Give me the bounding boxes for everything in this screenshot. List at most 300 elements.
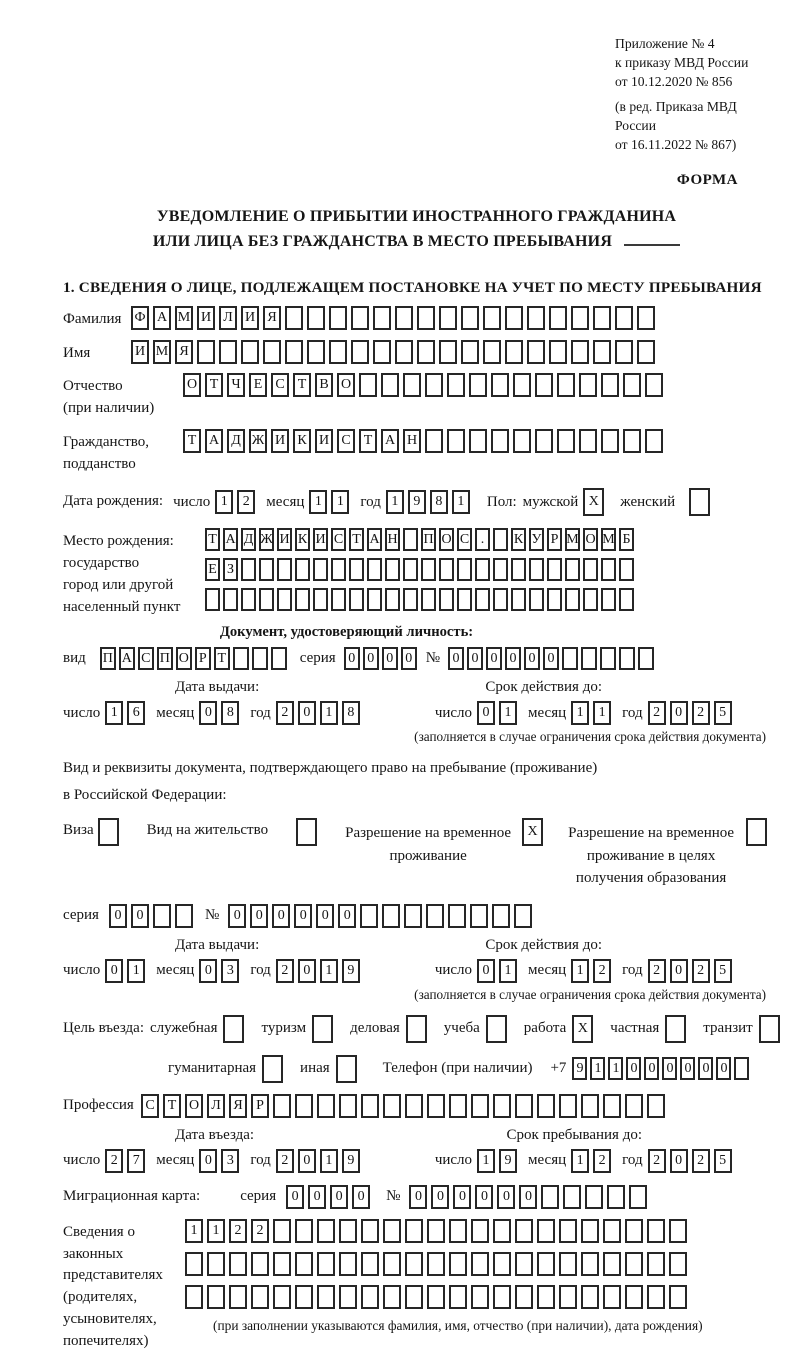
char-box[interactable] <box>529 588 544 611</box>
char-box[interactable] <box>273 1252 291 1276</box>
char-box[interactable] <box>403 373 421 397</box>
char-box[interactable] <box>207 1285 225 1309</box>
char-box[interactable] <box>449 1252 467 1276</box>
char-box[interactable]: И <box>315 429 333 453</box>
char-box[interactable] <box>295 1252 313 1276</box>
char-box[interactable] <box>483 306 501 330</box>
char-box[interactable] <box>746 818 767 846</box>
char-box[interactable] <box>483 340 501 364</box>
char-box[interactable] <box>493 1285 511 1309</box>
char-box[interactable]: З <box>223 558 238 581</box>
char-box[interactable]: 0 <box>680 1057 695 1080</box>
char-box[interactable]: Т <box>214 647 230 670</box>
char-box[interactable]: О <box>583 528 598 551</box>
char-box[interactable]: 2 <box>692 701 710 725</box>
char-box[interactable]: 1 <box>386 490 404 514</box>
char-box[interactable]: X <box>572 1015 593 1043</box>
char-box[interactable]: Р <box>195 647 211 670</box>
char-box[interactable] <box>185 1252 203 1276</box>
char-box[interactable] <box>513 429 531 453</box>
char-box[interactable] <box>471 1094 489 1118</box>
char-box[interactable] <box>403 558 418 581</box>
char-box[interactable] <box>645 429 663 453</box>
char-box[interactable] <box>447 429 465 453</box>
char-box[interactable]: 0 <box>298 701 316 725</box>
char-box[interactable] <box>336 1055 357 1083</box>
char-box[interactable] <box>262 1055 283 1083</box>
char-box[interactable] <box>312 1015 333 1043</box>
char-box[interactable]: П <box>157 647 173 670</box>
char-box[interactable] <box>615 306 633 330</box>
char-box[interactable] <box>273 1285 291 1309</box>
char-box[interactable] <box>233 647 249 670</box>
char-box[interactable] <box>527 306 545 330</box>
char-box[interactable] <box>223 588 238 611</box>
char-box[interactable] <box>581 647 597 670</box>
char-box[interactable] <box>470 904 488 928</box>
char-box[interactable]: 0 <box>448 647 464 670</box>
char-box[interactable] <box>513 373 531 397</box>
char-box[interactable] <box>367 558 382 581</box>
char-box[interactable]: Ф <box>131 306 149 330</box>
char-box[interactable] <box>425 373 443 397</box>
char-box[interactable] <box>505 340 523 364</box>
char-box[interactable]: 1 <box>185 1219 203 1243</box>
char-box[interactable] <box>153 904 171 928</box>
char-box[interactable]: 1 <box>571 1149 589 1173</box>
char-box[interactable] <box>493 1219 511 1243</box>
char-box[interactable] <box>361 1252 379 1276</box>
char-box[interactable]: 0 <box>431 1185 449 1209</box>
char-box[interactable]: Я <box>263 306 281 330</box>
char-box[interactable] <box>669 1252 687 1276</box>
char-box[interactable]: О <box>337 373 355 397</box>
char-box[interactable] <box>207 1252 225 1276</box>
char-box[interactable]: К <box>293 429 311 453</box>
char-box[interactable]: 0 <box>644 1057 659 1080</box>
char-box[interactable]: Я <box>229 1094 247 1118</box>
char-box[interactable] <box>417 340 435 364</box>
char-box[interactable] <box>615 340 633 364</box>
char-box[interactable]: К <box>511 528 526 551</box>
char-box[interactable] <box>427 1252 445 1276</box>
char-box[interactable] <box>373 340 391 364</box>
char-box[interactable]: М <box>565 528 580 551</box>
char-box[interactable] <box>381 373 399 397</box>
char-box[interactable] <box>625 1094 643 1118</box>
char-box[interactable] <box>583 588 598 611</box>
char-box[interactable]: 1 <box>320 959 338 983</box>
char-box[interactable]: 0 <box>308 1185 326 1209</box>
char-box[interactable] <box>439 558 454 581</box>
char-box[interactable] <box>603 1219 621 1243</box>
char-box[interactable] <box>263 340 281 364</box>
char-box[interactable] <box>493 558 508 581</box>
char-box[interactable] <box>98 818 119 846</box>
char-box[interactable]: 2 <box>105 1149 123 1173</box>
char-box[interactable]: А <box>205 429 223 453</box>
char-box[interactable]: 0 <box>382 647 398 670</box>
char-box[interactable]: 2 <box>593 959 611 983</box>
char-box[interactable] <box>565 558 580 581</box>
char-box[interactable]: 2 <box>692 959 710 983</box>
char-box[interactable]: Я <box>175 340 193 364</box>
char-box[interactable]: И <box>313 528 328 551</box>
char-box[interactable] <box>383 1094 401 1118</box>
char-box[interactable] <box>461 340 479 364</box>
char-box[interactable]: Ж <box>249 429 267 453</box>
char-box[interactable] <box>637 340 655 364</box>
char-box[interactable] <box>197 340 215 364</box>
char-box[interactable] <box>593 340 611 364</box>
char-box[interactable] <box>395 306 413 330</box>
char-box[interactable]: 1 <box>571 959 589 983</box>
char-box[interactable] <box>505 306 523 330</box>
char-box[interactable]: Е <box>249 373 267 397</box>
char-box[interactable] <box>349 558 364 581</box>
char-box[interactable] <box>461 306 479 330</box>
char-box[interactable]: X <box>583 488 604 516</box>
char-box[interactable] <box>547 588 562 611</box>
char-box[interactable]: 9 <box>572 1057 587 1080</box>
char-box[interactable] <box>603 1252 621 1276</box>
char-box[interactable] <box>581 1285 599 1309</box>
char-box[interactable] <box>439 306 457 330</box>
char-box[interactable]: 3 <box>221 1149 239 1173</box>
char-box[interactable]: Т <box>359 429 377 453</box>
char-box[interactable]: 9 <box>499 1149 517 1173</box>
char-box[interactable]: 0 <box>477 959 495 983</box>
char-box[interactable]: 0 <box>409 1185 427 1209</box>
char-box[interactable]: И <box>271 429 289 453</box>
char-box[interactable] <box>581 1219 599 1243</box>
char-box[interactable] <box>601 429 619 453</box>
char-box[interactable] <box>486 1015 507 1043</box>
char-box[interactable]: 0 <box>453 1185 471 1209</box>
char-box[interactable]: . <box>475 528 490 551</box>
char-box[interactable]: 7 <box>127 1149 145 1173</box>
char-box[interactable] <box>629 1185 647 1209</box>
char-box[interactable] <box>601 558 616 581</box>
char-box[interactable] <box>359 373 377 397</box>
char-box[interactable] <box>565 588 580 611</box>
char-box[interactable] <box>439 340 457 364</box>
char-box[interactable] <box>585 1185 603 1209</box>
char-box[interactable]: 0 <box>477 701 495 725</box>
char-box[interactable]: 0 <box>131 904 149 928</box>
char-box[interactable]: Т <box>205 528 220 551</box>
char-box[interactable] <box>529 558 544 581</box>
char-box[interactable] <box>329 340 347 364</box>
char-box[interactable]: О <box>183 373 201 397</box>
char-box[interactable] <box>469 429 487 453</box>
char-box[interactable] <box>241 340 259 364</box>
char-box[interactable]: 0 <box>199 1149 217 1173</box>
char-box[interactable] <box>425 429 443 453</box>
char-box[interactable] <box>581 1252 599 1276</box>
char-box[interactable] <box>515 1094 533 1118</box>
char-box[interactable] <box>329 306 347 330</box>
char-box[interactable] <box>571 306 589 330</box>
char-box[interactable] <box>373 306 391 330</box>
char-box[interactable] <box>313 558 328 581</box>
char-box[interactable] <box>285 306 303 330</box>
char-box[interactable]: Л <box>219 306 237 330</box>
char-box[interactable] <box>619 647 635 670</box>
char-box[interactable]: 9 <box>342 1149 360 1173</box>
char-box[interactable] <box>361 1285 379 1309</box>
char-box[interactable]: 8 <box>430 490 448 514</box>
char-box[interactable]: 0 <box>338 904 356 928</box>
char-box[interactable]: 5 <box>714 701 732 725</box>
char-box[interactable] <box>403 528 418 551</box>
char-box[interactable]: 2 <box>251 1219 269 1243</box>
char-box[interactable]: 2 <box>593 1149 611 1173</box>
char-box[interactable]: А <box>119 647 135 670</box>
char-box[interactable] <box>623 373 641 397</box>
char-box[interactable] <box>273 1219 291 1243</box>
char-box[interactable] <box>229 1252 247 1276</box>
char-box[interactable]: 2 <box>229 1219 247 1243</box>
char-box[interactable]: 0 <box>716 1057 731 1080</box>
char-box[interactable] <box>600 647 616 670</box>
char-box[interactable]: 1 <box>608 1057 623 1080</box>
char-box[interactable] <box>581 1094 599 1118</box>
char-box[interactable] <box>515 1285 533 1309</box>
char-box[interactable]: 5 <box>714 1149 732 1173</box>
char-box[interactable]: Т <box>293 373 311 397</box>
char-box[interactable] <box>317 1094 335 1118</box>
char-box[interactable]: 0 <box>475 1185 493 1209</box>
char-box[interactable]: Д <box>241 528 256 551</box>
char-box[interactable] <box>251 1252 269 1276</box>
char-box[interactable]: 1 <box>477 1149 495 1173</box>
char-box[interactable] <box>541 1185 559 1209</box>
char-box[interactable] <box>647 1285 665 1309</box>
char-box[interactable]: 0 <box>294 904 312 928</box>
char-box[interactable] <box>638 647 654 670</box>
char-box[interactable] <box>385 558 400 581</box>
char-box[interactable] <box>417 306 435 330</box>
char-box[interactable] <box>547 558 562 581</box>
char-box[interactable] <box>469 373 487 397</box>
char-box[interactable]: 0 <box>467 647 483 670</box>
char-box[interactable] <box>331 558 346 581</box>
char-box[interactable] <box>625 1252 643 1276</box>
char-box[interactable]: 0 <box>199 959 217 983</box>
char-box[interactable] <box>367 588 382 611</box>
char-box[interactable] <box>603 1285 621 1309</box>
char-box[interactable] <box>307 340 325 364</box>
char-box[interactable] <box>457 588 472 611</box>
char-box[interactable] <box>405 1285 423 1309</box>
char-box[interactable] <box>549 306 567 330</box>
char-box[interactable]: Р <box>547 528 562 551</box>
char-box[interactable] <box>405 1252 423 1276</box>
char-box[interactable]: 0 <box>670 1149 688 1173</box>
char-box[interactable]: 0 <box>352 1185 370 1209</box>
char-box[interactable] <box>557 429 575 453</box>
char-box[interactable]: Е <box>205 558 220 581</box>
char-box[interactable] <box>471 1252 489 1276</box>
char-box[interactable] <box>383 1252 401 1276</box>
char-box[interactable] <box>559 1094 577 1118</box>
char-box[interactable]: 1 <box>215 490 233 514</box>
char-box[interactable] <box>251 1285 269 1309</box>
char-box[interactable]: 0 <box>497 1185 515 1209</box>
char-box[interactable] <box>593 306 611 330</box>
char-box[interactable]: П <box>100 647 116 670</box>
char-box[interactable] <box>313 588 328 611</box>
char-box[interactable] <box>647 1219 665 1243</box>
char-box[interactable] <box>295 588 310 611</box>
char-box[interactable]: 1 <box>593 701 611 725</box>
char-box[interactable]: 0 <box>670 701 688 725</box>
char-box[interactable] <box>511 558 526 581</box>
char-box[interactable]: А <box>223 528 238 551</box>
char-box[interactable] <box>421 588 436 611</box>
char-box[interactable]: 2 <box>648 1149 666 1173</box>
char-box[interactable] <box>559 1285 577 1309</box>
char-box[interactable]: С <box>457 528 472 551</box>
char-box[interactable] <box>475 588 490 611</box>
char-box[interactable] <box>449 1285 467 1309</box>
char-box[interactable]: 0 <box>298 959 316 983</box>
char-box[interactable] <box>405 1219 423 1243</box>
char-box[interactable] <box>734 1057 749 1080</box>
char-box[interactable]: 2 <box>276 959 294 983</box>
char-box[interactable] <box>360 904 378 928</box>
char-box[interactable] <box>491 429 509 453</box>
char-box[interactable] <box>583 558 598 581</box>
char-box[interactable] <box>241 558 256 581</box>
char-box[interactable] <box>295 1219 313 1243</box>
char-box[interactable] <box>511 588 526 611</box>
char-box[interactable] <box>349 588 364 611</box>
char-box[interactable] <box>223 1015 244 1043</box>
char-box[interactable] <box>537 1094 555 1118</box>
char-box[interactable]: 0 <box>662 1057 677 1080</box>
char-box[interactable] <box>427 1285 445 1309</box>
char-box[interactable] <box>601 588 616 611</box>
char-box[interactable] <box>449 1219 467 1243</box>
char-box[interactable]: 0 <box>250 904 268 928</box>
char-box[interactable]: Т <box>349 528 364 551</box>
char-box[interactable] <box>571 340 589 364</box>
char-box[interactable] <box>285 340 303 364</box>
char-box[interactable]: Б <box>619 528 634 551</box>
char-box[interactable]: О <box>185 1094 203 1118</box>
char-box[interactable] <box>579 429 597 453</box>
char-box[interactable] <box>241 588 256 611</box>
char-box[interactable]: 0 <box>228 904 246 928</box>
char-box[interactable] <box>537 1219 555 1243</box>
char-box[interactable] <box>185 1285 203 1309</box>
char-box[interactable] <box>339 1285 357 1309</box>
char-box[interactable]: К <box>295 528 310 551</box>
char-box[interactable]: 1 <box>331 490 349 514</box>
char-box[interactable]: А <box>153 306 171 330</box>
char-box[interactable] <box>383 1219 401 1243</box>
char-box[interactable] <box>361 1219 379 1243</box>
char-box[interactable]: 0 <box>505 647 521 670</box>
char-box[interactable] <box>252 647 268 670</box>
char-box[interactable] <box>351 306 369 330</box>
char-box[interactable]: В <box>315 373 333 397</box>
char-box[interactable] <box>339 1219 357 1243</box>
char-box[interactable]: 9 <box>342 959 360 983</box>
char-box[interactable] <box>669 1285 687 1309</box>
char-box[interactable]: 1 <box>590 1057 605 1080</box>
char-box[interactable]: П <box>421 528 436 551</box>
char-box[interactable]: М <box>153 340 171 364</box>
char-box[interactable]: 0 <box>543 647 559 670</box>
char-box[interactable] <box>317 1285 335 1309</box>
char-box[interactable]: 8 <box>221 701 239 725</box>
char-box[interactable]: Ч <box>227 373 245 397</box>
char-box[interactable] <box>607 1185 625 1209</box>
char-box[interactable]: С <box>141 1094 159 1118</box>
char-box[interactable]: 3 <box>221 959 239 983</box>
char-box[interactable]: 0 <box>519 1185 537 1209</box>
char-box[interactable]: 1 <box>320 701 338 725</box>
char-box[interactable] <box>601 373 619 397</box>
char-box[interactable] <box>383 1285 401 1309</box>
char-box[interactable] <box>351 340 369 364</box>
char-box[interactable] <box>491 373 509 397</box>
char-box[interactable] <box>361 1094 379 1118</box>
char-box[interactable]: 0 <box>330 1185 348 1209</box>
char-box[interactable]: 0 <box>698 1057 713 1080</box>
char-box[interactable] <box>647 1252 665 1276</box>
char-box[interactable] <box>515 1219 533 1243</box>
char-box[interactable] <box>449 1094 467 1118</box>
char-box[interactable]: 0 <box>626 1057 641 1080</box>
char-box[interactable]: Л <box>207 1094 225 1118</box>
char-box[interactable]: М <box>175 306 193 330</box>
char-box[interactable]: М <box>601 528 616 551</box>
char-box[interactable] <box>406 1015 427 1043</box>
char-box[interactable] <box>527 340 545 364</box>
char-box[interactable]: 9 <box>408 490 426 514</box>
char-box[interactable] <box>535 373 553 397</box>
char-box[interactable] <box>295 558 310 581</box>
char-box[interactable] <box>619 558 634 581</box>
char-box[interactable] <box>603 1094 621 1118</box>
char-box[interactable] <box>339 1094 357 1118</box>
char-box[interactable] <box>448 904 466 928</box>
char-box[interactable]: Р <box>251 1094 269 1118</box>
char-box[interactable]: Н <box>403 429 421 453</box>
char-box[interactable] <box>493 528 508 551</box>
char-box[interactable]: 0 <box>272 904 290 928</box>
char-box[interactable] <box>471 1285 489 1309</box>
char-box[interactable]: 0 <box>486 647 502 670</box>
title-blank-line[interactable] <box>624 234 680 246</box>
char-box[interactable] <box>395 340 413 364</box>
char-box[interactable]: 2 <box>648 959 666 983</box>
char-box[interactable] <box>277 588 292 611</box>
char-box[interactable]: С <box>138 647 154 670</box>
char-box[interactable] <box>317 1252 335 1276</box>
char-box[interactable] <box>427 1094 445 1118</box>
char-box[interactable] <box>447 373 465 397</box>
char-box[interactable]: Н <box>385 528 400 551</box>
char-box[interactable] <box>382 904 400 928</box>
char-box[interactable] <box>475 558 490 581</box>
char-box[interactable] <box>559 1219 577 1243</box>
char-box[interactable]: Т <box>163 1094 181 1118</box>
